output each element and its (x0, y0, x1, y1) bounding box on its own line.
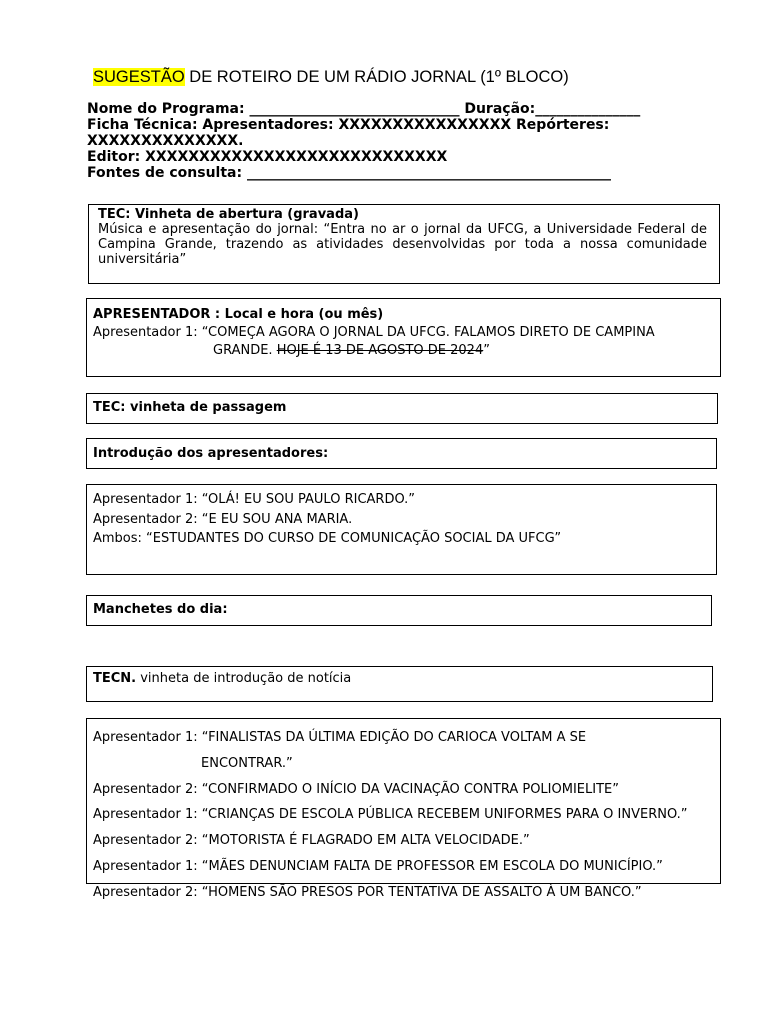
box-text: Manchetes do dia: (93, 602, 228, 617)
presenter-location-box (86, 298, 721, 377)
line-text: GRANDE. (213, 343, 277, 358)
headlines-box (86, 595, 712, 626)
presenter-line-cont (93, 342, 714, 360)
headlines-list-box (86, 718, 721, 900)
headline-line: Apresentador 1: “FINALISTAS DA ÚLTIMA EDIÇÃO DO CARIOCA VOLTAM A SE (93, 730, 587, 745)
dialogue-line: Apresentador 1: “OLÁ! EU SOU PAULO RICARDO.” (93, 492, 416, 507)
page-title (93, 68, 569, 87)
line-text-end: ” (483, 343, 490, 358)
program-info (87, 101, 697, 181)
sources-line: Fontes de consulta: ____________________________________________________ (87, 165, 611, 181)
box-text: Introdução dos apresentadores: (93, 446, 329, 461)
headline-line: Apresentador 1: “CRIANÇAS DE ESCOLA PÚBLICA RECEBEM UNIFORMES PARA O INVERNO.” (93, 807, 688, 823)
title-rest: DE ROTEIRO DE UM RÁDIO JORNAL (1º BLOCO) (184, 68, 569, 86)
box-heading: APRESENTADOR : Local e hora (ou mês) (93, 307, 384, 322)
headline-line: Apresentador 2: “MOTORISTA É FLAGRADO EM ALTA VELOCIDADE.” (93, 833, 530, 849)
presenters-dialogue-box (86, 484, 717, 575)
editor-line: Editor: XXXXXXXXXXXXXXXXXXXXXXXXXXXX (87, 149, 448, 165)
passage-vignette-box (86, 393, 718, 424)
presenter-line: Apresentador 1: “COMEÇA AGORA O JORNAL DA UFCG. FALAMOS DIRETO DE CAMPINA (93, 325, 655, 340)
headline-line-cont: ENCONTRAR.” (201, 755, 293, 771)
headline-line: Apresentador 2: “HOMENS SÃO PRESOS POR TENTATIVA DE ASSALTO À UM BANCO.” (93, 884, 642, 900)
dialogue-line: Apresentador 2: “E EU SOU ANA MARIA. (93, 511, 353, 527)
box-text: Música e apresentação do jornal: “Entra no ar o jornal da UFCG, a Universidade Federal de Campina Grande, trazendo as atividades desenvolvidas por toda a nossa comunidade universitária” (98, 222, 707, 267)
struck-date: HOJE É 13 DE AGOSTO DE 2024 (276, 343, 484, 358)
program-name-line: Nome do Programa: ______________________________ Duração:_______________ (87, 101, 641, 117)
title-highlight: SUGESTÃO (93, 68, 185, 86)
dialogue-line: Ambos: “ESTUDANTES DO CURSO DE COMUNICAÇÃO SOCIAL DA UFCG” (93, 531, 562, 546)
headline-line: Apresentador 2: “CONFIRMADO O INÍCIO DA VACINAÇÃO CONTRA POLIOMIELITE” (93, 781, 619, 797)
box-label: TECN. (93, 671, 137, 686)
news-intro-vignette-box (86, 666, 713, 702)
reporters-line: XXXXXXXXXXXXXX. (87, 133, 244, 149)
box-text: vinheta de introdução de notícia (136, 671, 352, 686)
tech-sheet-line: Ficha Técnica: Apresentadores: XXXXXXXXXXXXXXXX Repórteres: (87, 117, 610, 133)
opening-vignette-box (88, 204, 720, 284)
presenters-intro-box (86, 438, 717, 469)
box-heading: TEC: Vinheta de abertura (gravada) (98, 207, 359, 222)
headline-line: Apresentador 1: “MÃES DENUNCIAM FALTA DE PROFESSOR EM ESCOLA DO MUNICÍPIO.” (93, 858, 663, 874)
box-text: TEC: vinheta de passagem (93, 400, 287, 415)
